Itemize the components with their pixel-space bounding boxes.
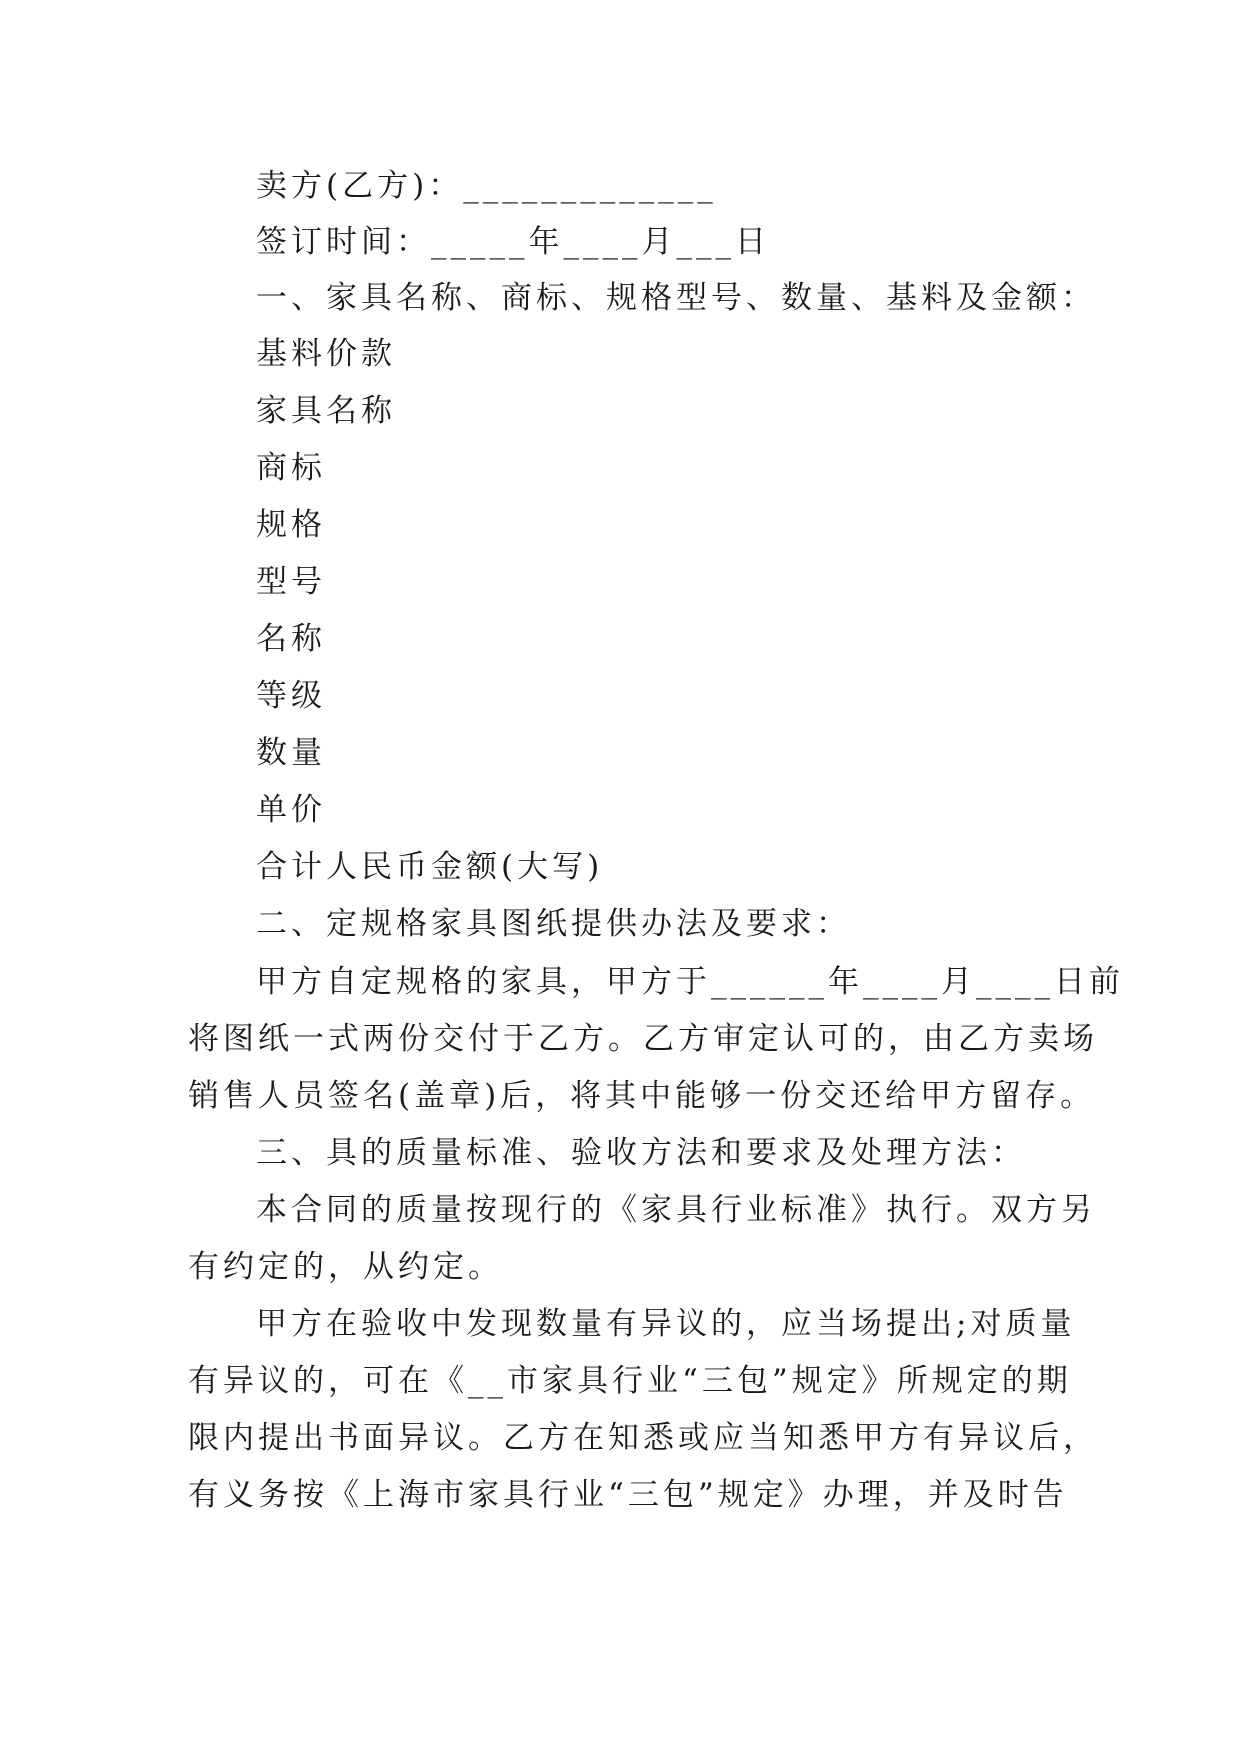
section-3-title: 三、具的质量标准、验收方法和要求及处理方法：	[256, 1135, 1026, 1171]
seller-line: 卖方(乙方)：_____________	[256, 168, 717, 204]
list-item: 商标	[256, 450, 326, 486]
list-item: 型号	[256, 564, 326, 600]
list-item: 规格	[256, 507, 326, 543]
section-3-para-line: 本合同的质量按现行的《家具行业标准》执行。双方另	[256, 1192, 1096, 1228]
section-2-para-line: 销售人员签名(盖章)后，将其中能够一份交还给甲方留存。	[188, 1078, 1096, 1114]
list-item: 数量	[256, 735, 326, 771]
list-item: 单价	[256, 792, 326, 828]
section-2-para-line: 甲方自定规格的家具，甲方于______年____月____日前	[256, 964, 1124, 1000]
section-3-para-line: 限内提出书面异议。乙方在知悉或应当知悉甲方有异议后，	[188, 1420, 1098, 1456]
section-3-para-line: 甲方在验收中发现数量有异议的，应当场提出;对质量	[256, 1306, 1076, 1342]
sign-date-line: 签订时间：_____年____月___日	[256, 224, 770, 260]
section-2-para-line: 将图纸一式两份交付于乙方。乙方审定认可的，由乙方卖场	[188, 1021, 1098, 1057]
section-2-title: 二、定规格家具图纸提供办法及要求：	[256, 906, 851, 942]
section-3-para-line: 有约定的，从约定。	[188, 1249, 503, 1285]
section-3-para-line: 有义务按《上海市家具行业“三包”规定》办理，并及时告	[188, 1477, 1068, 1513]
section-3-para-line: 有异议的，可在《__市家具行业“三包”规定》所规定的期	[188, 1363, 1072, 1399]
section-1-title: 一、家具名称、商标、规格型号、数量、基料及金额：	[256, 280, 1096, 316]
list-item: 等级	[256, 678, 326, 714]
list-item: 合计人民币金额(大写)	[256, 849, 604, 885]
list-item: 基料价款	[256, 336, 396, 372]
list-item: 家具名称	[256, 393, 396, 429]
list-item: 名称	[256, 621, 326, 657]
